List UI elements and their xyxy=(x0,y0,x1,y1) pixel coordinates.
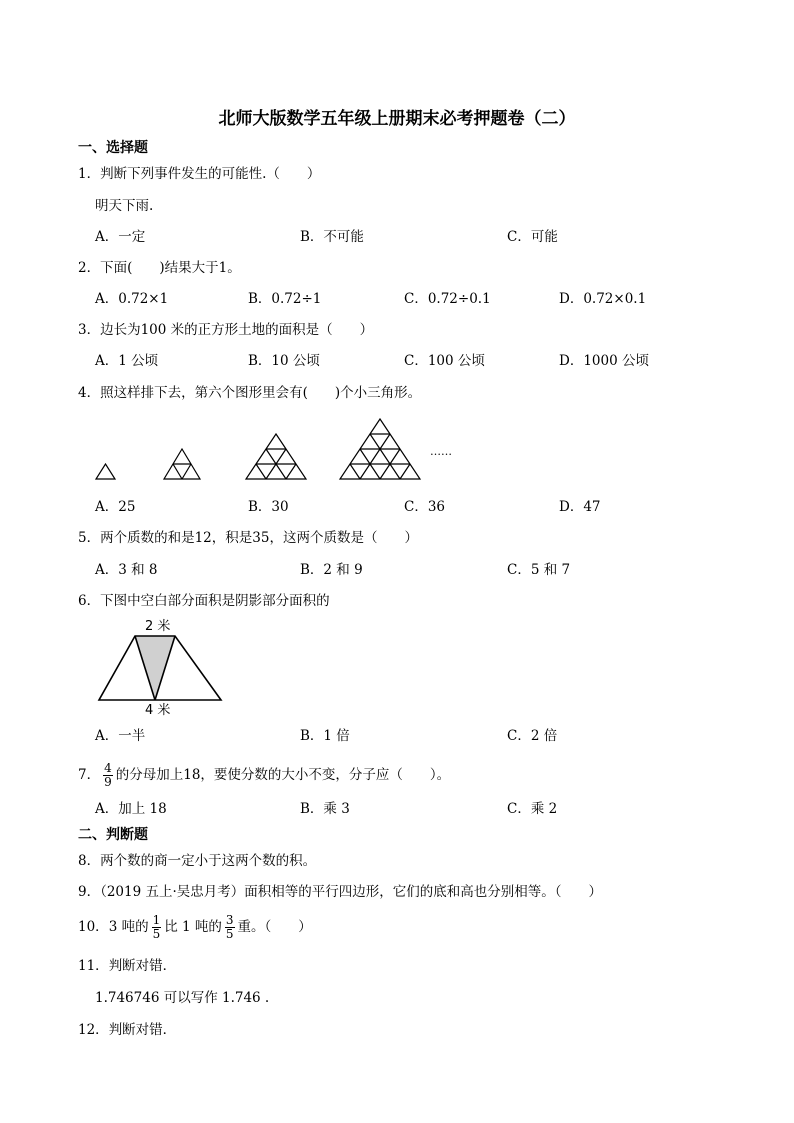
question-text: 判断下列事件发生的可能性.（ ） xyxy=(100,166,321,182)
question-11-sub: 1.746746 可以写作 1.746 . xyxy=(95,990,270,1006)
q1-option-b: B．不可能 xyxy=(300,229,364,245)
question-number: 2． xyxy=(78,260,101,276)
question-10: 10．3 吨的 $\frac{1}{5}$ 比 1 吨的 $\frac{3}{5}$ 重。（ ） xyxy=(78,913,312,941)
q2-option-a: A．0.72×1 xyxy=(95,291,169,307)
q4-option-b: B．30 xyxy=(248,499,289,515)
question-1 xyxy=(78,165,320,183)
question-number: 4． xyxy=(78,385,101,401)
question-number: 6． xyxy=(78,593,101,609)
question-number: 7． xyxy=(78,767,101,783)
q3-option-a: A．1 公顷 xyxy=(95,353,159,369)
page-title: 北师大版数学五年级上册期末必考押题卷（二） xyxy=(218,109,576,129)
pattern-shape-2 xyxy=(164,449,200,479)
question-8 xyxy=(78,852,316,870)
question-number: 11． xyxy=(78,958,109,974)
question-12 xyxy=(78,1021,176,1039)
question-1-sub: 明天下雨. xyxy=(95,198,154,214)
question-number: 10． xyxy=(78,919,109,935)
question-6 xyxy=(78,592,330,610)
question-text: 判断对错． xyxy=(108,958,177,974)
q5-option-a: A．3 和 8 xyxy=(95,562,158,578)
section-heading-true-false: 二、判断题 xyxy=(78,827,148,843)
q3-option-d: D．1000 公顷 xyxy=(559,353,649,369)
question-text: 边长为100 米的正方形土地的面积是（ ） xyxy=(100,322,374,338)
question-text: 判断对错． xyxy=(108,1022,177,1038)
question-text: 的分母加上18，要使分数的大小不变，分子应（ ）。 xyxy=(115,767,451,783)
q4-option-a: A．25 xyxy=(95,499,136,515)
label-bottom-4m: 4 米 xyxy=(145,703,171,718)
triangle-pattern-figure xyxy=(90,415,470,485)
question-number: 5． xyxy=(78,530,101,546)
question-text: 下图中空白部分面积是阴影部分面积的 xyxy=(100,593,330,609)
question-9 xyxy=(78,883,602,901)
q5-option-c: C．5 和 7 xyxy=(507,562,571,578)
q3-option-c: C．100 公顷 xyxy=(404,353,485,369)
q4-option-c: C．36 xyxy=(404,499,446,515)
q6-option-c: C．2 倍 xyxy=(507,728,558,744)
question-3 xyxy=(78,321,373,339)
question-number: 9． xyxy=(78,884,101,900)
pattern-ellipsis: …… xyxy=(430,445,452,458)
question-11 xyxy=(78,957,176,975)
question-number: 3． xyxy=(78,322,101,338)
question-4 xyxy=(78,384,421,402)
question-number: 8． xyxy=(78,853,101,869)
question-5 xyxy=(78,529,418,547)
pattern-shape-4 xyxy=(340,419,420,479)
question-text: 下面( )结果大于1。 xyxy=(100,260,241,276)
question-text: 照这样排下去，第六个图形里会有( )个小三角形。 xyxy=(100,385,422,401)
q2-option-d: D．0.72×0.1 xyxy=(559,291,647,307)
label-top-2m: 2 米 xyxy=(145,619,171,634)
q7-option-b: B．乘 3 xyxy=(300,801,350,817)
pattern-shape-3 xyxy=(246,434,306,479)
question-text: 两个质数的和是12，积是35，这两个质数是（ ） xyxy=(100,530,418,546)
fraction-3-5: $\frac{3}{5}$ xyxy=(225,913,234,941)
question-text: 两个数的商一定小于这两个数的积。 xyxy=(100,853,317,869)
q1-option-a: A．一定 xyxy=(95,229,146,245)
question-7 xyxy=(78,760,450,790)
q2-option-b: B．0.72÷1 xyxy=(248,291,322,307)
q7-option-c: C．乘 2 xyxy=(507,801,558,817)
q6-option-b: B．1 倍 xyxy=(300,728,350,744)
question-number: 1． xyxy=(78,166,101,182)
q2-option-c: C．0.72÷0.1 xyxy=(404,291,491,307)
section-heading-choice: 一、选择题 xyxy=(78,140,148,156)
q7-option-a: A．加上 18 xyxy=(95,801,167,817)
question-2 xyxy=(78,259,241,277)
question-number: 12． xyxy=(78,1022,109,1038)
fraction-1-5: $\frac{1}{5}$ xyxy=(152,913,161,941)
q5-option-b: B．2 和 9 xyxy=(300,562,363,578)
pattern-shape-1 xyxy=(96,464,115,479)
q4-option-d: D．47 xyxy=(559,499,601,515)
q1-option-c: C．可能 xyxy=(507,229,558,245)
q6-option-a: A．一半 xyxy=(95,728,146,744)
question-text: （2019 五上·吴忠月考）面积相等的平行四边形，它们的底和高也分别相等。（ ） xyxy=(100,884,603,900)
fraction-4-9: $\frac{4}{9}$ xyxy=(104,761,112,789)
q3-option-b: B．10 公顷 xyxy=(248,353,320,369)
